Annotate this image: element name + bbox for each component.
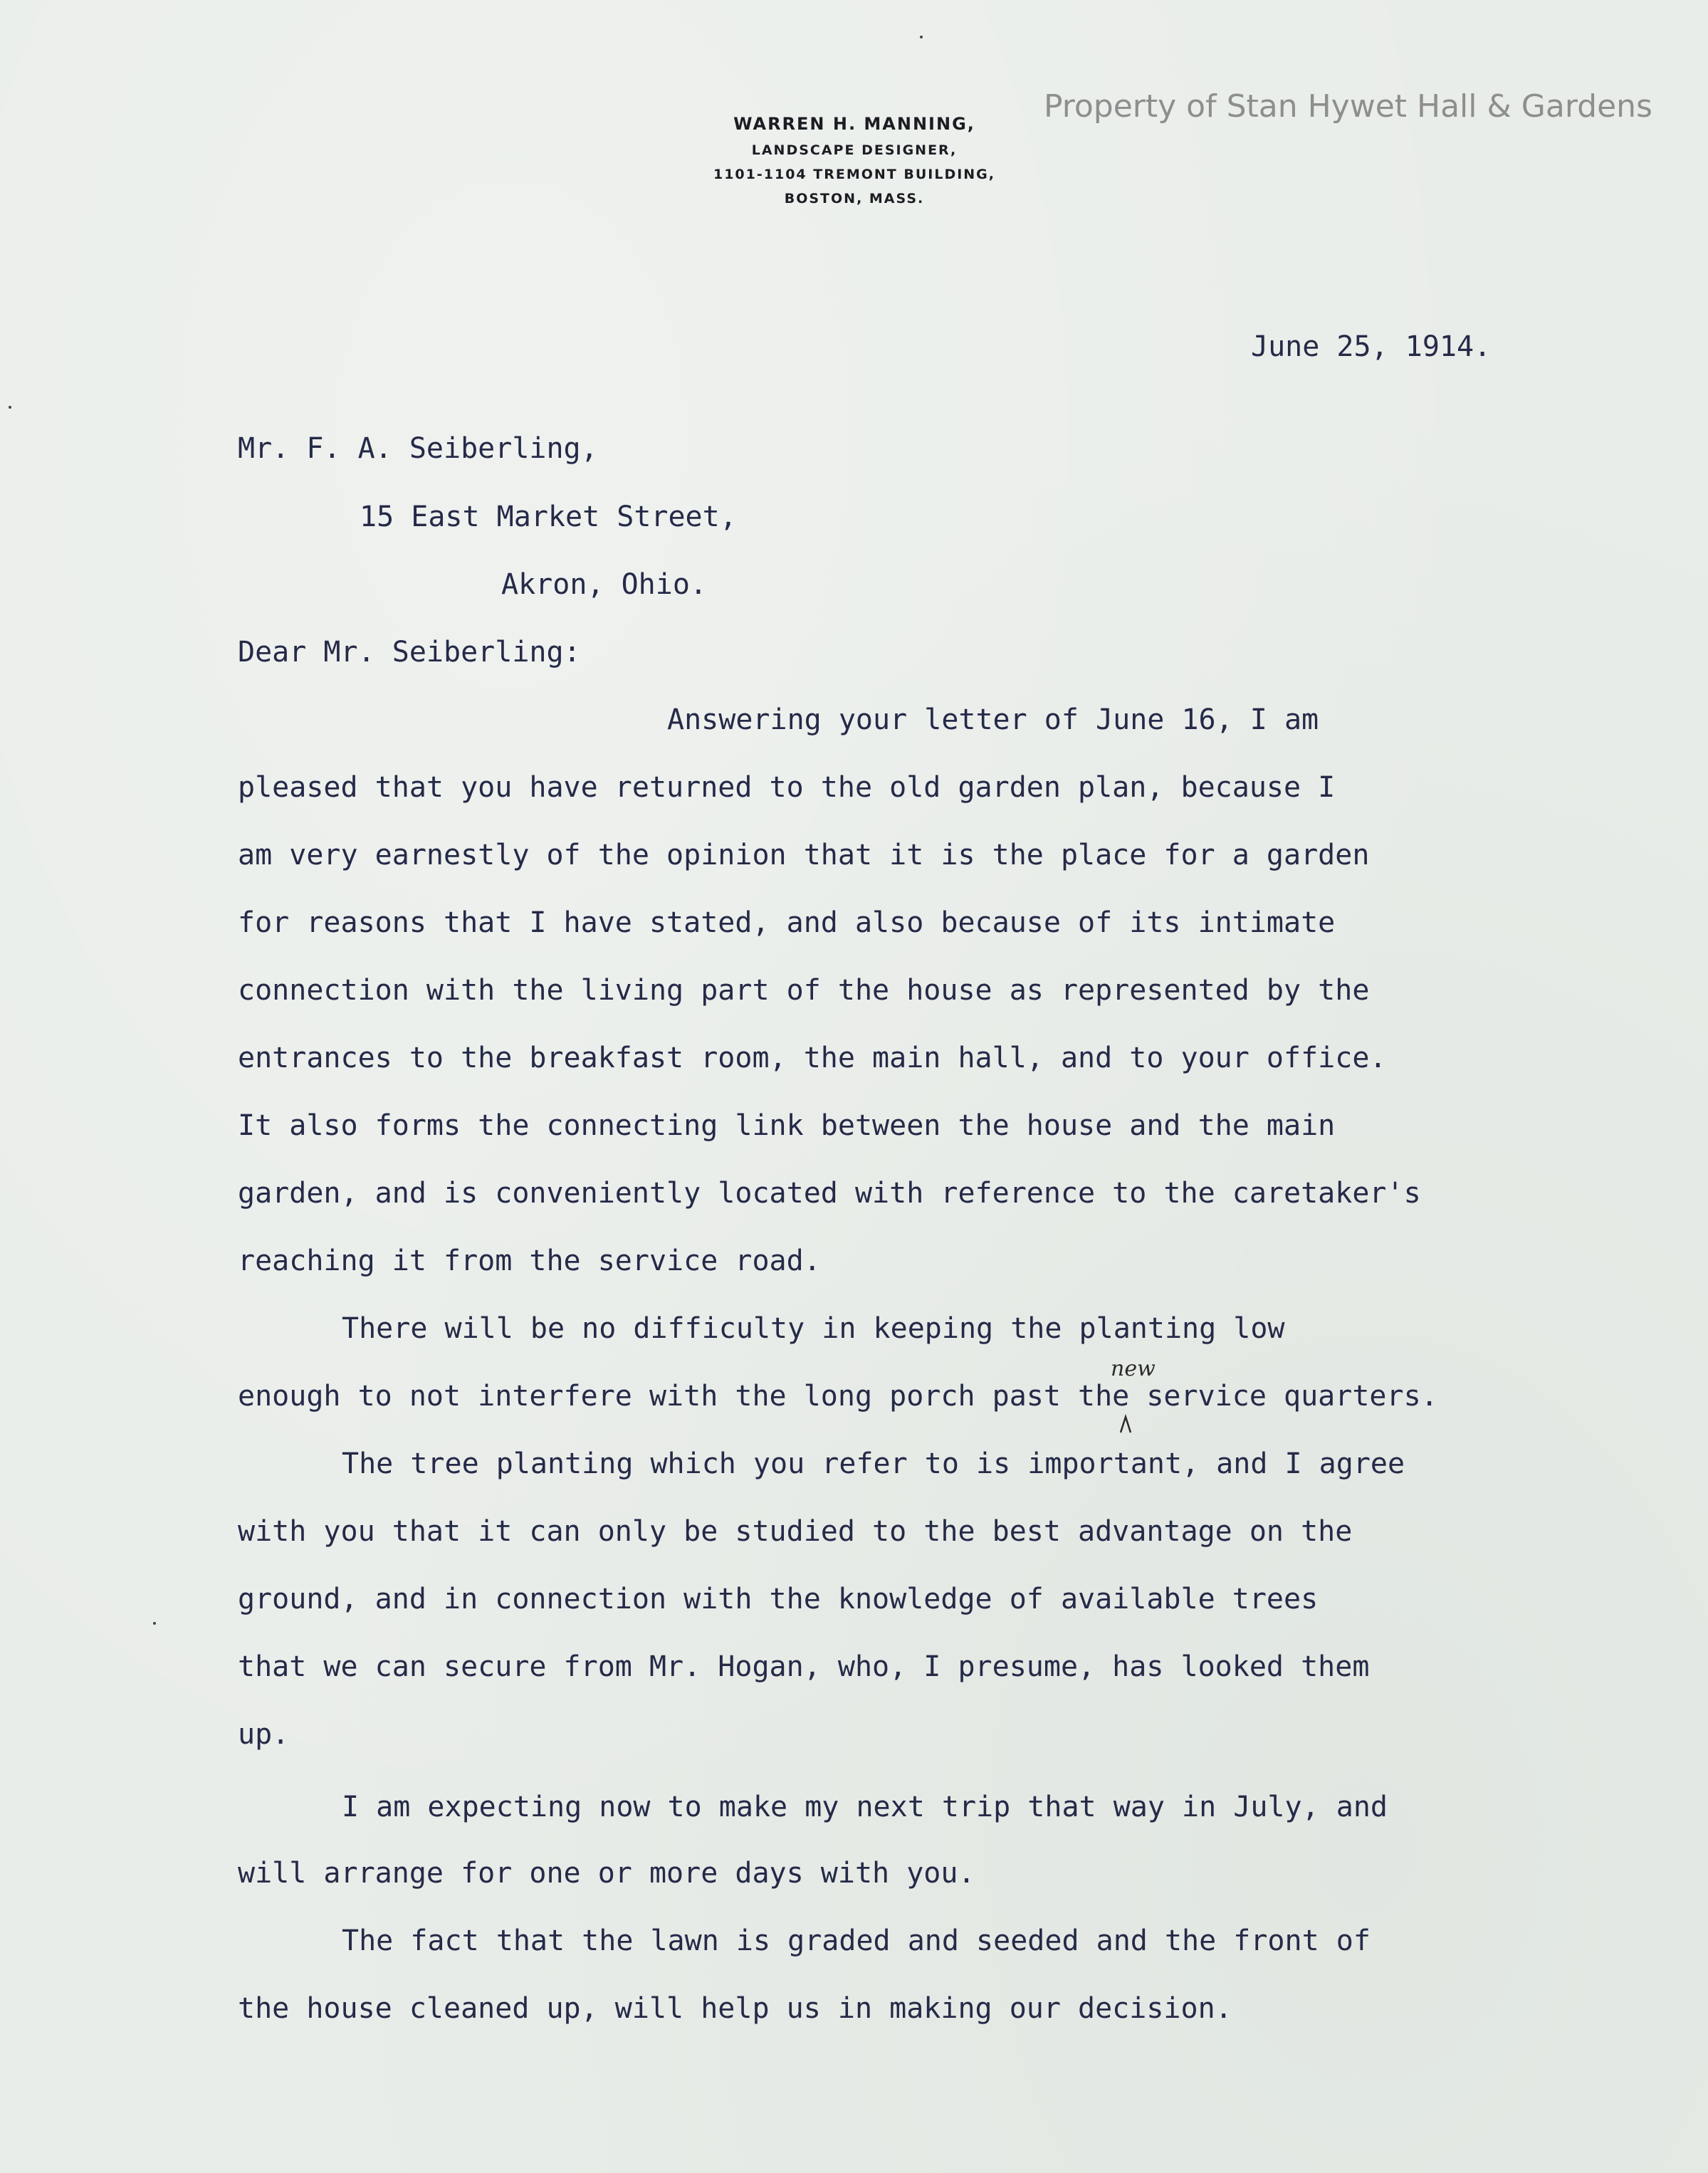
paper-speck bbox=[920, 36, 923, 38]
address-recipient: Mr. F. A. Seiberling, bbox=[238, 432, 598, 465]
body-line: pleased that you have returned to the old garden plan, because I bbox=[238, 771, 1336, 804]
watermark: Property of Stan Hywet Hall & Gardens bbox=[1044, 88, 1652, 125]
body-line: ground, and in connection with the knowledge of available trees bbox=[238, 1583, 1319, 1616]
body-line: reaching it from the service road. bbox=[238, 1245, 821, 1277]
body-line: will arrange for one or more days with you. bbox=[238, 1857, 975, 1890]
letterhead-name: WARREN H. MANNING, bbox=[733, 114, 975, 134]
body-line: garden, and is conveniently located with reference to the caretaker's bbox=[238, 1177, 1421, 1210]
body-line: with you that it can only be studied to the best advantage on the bbox=[238, 1515, 1353, 1548]
address-street: 15 East Market Street, bbox=[360, 501, 737, 533]
body-line: for reasons that I have stated, and also because of its intimate bbox=[238, 906, 1336, 939]
insertion-caret-mark bbox=[1119, 1414, 1132, 1434]
body-line: the house cleaned up, will help us in making our decision. bbox=[238, 1992, 1232, 2025]
letterhead-city: BOSTON, MASS. bbox=[784, 191, 925, 206]
body-line: It also forms the connecting link between the house and the main bbox=[238, 1109, 1336, 1142]
body-line: connection with the living part of the house as represented by the bbox=[238, 974, 1370, 1007]
body-line: entrances to the breakfast room, the main hall, and to your office. bbox=[238, 1042, 1387, 1074]
body-line: The fact that the lawn is graded and seeded and the front of bbox=[342, 1925, 1371, 1957]
body-line: There will be no difficulty in keeping the planting low bbox=[342, 1312, 1285, 1345]
body-line: enough to not interfere with the long porch past the service quarters. bbox=[238, 1380, 1438, 1413]
address-city: Akron, Ohio. bbox=[501, 568, 707, 601]
body-line: am very earnestly of the opinion that it is the place for a garden bbox=[238, 839, 1370, 871]
salutation: Dear Mr. Seiberling: bbox=[238, 636, 581, 669]
handwritten-insertion: new bbox=[1111, 1356, 1156, 1381]
body-line: I am expecting now to make my next trip that way in July, and bbox=[342, 1791, 1388, 1823]
body-line: Answering your letter of June 16, I am bbox=[667, 703, 1319, 736]
body-line: that we can secure from Mr. Hogan, who, I presume, has looked them bbox=[238, 1650, 1370, 1683]
paper-speck bbox=[153, 1622, 156, 1625]
letterhead-building: 1101-1104 TREMONT BUILDING, bbox=[713, 167, 995, 182]
letter-date: June 25, 1914. bbox=[1251, 330, 1492, 363]
body-line: up. bbox=[238, 1718, 290, 1751]
letterhead-title: LANDSCAPE DESIGNER, bbox=[751, 142, 958, 158]
letterhead bbox=[641, 114, 1068, 215]
body-line: The tree planting which you refer to is important, and I agree bbox=[342, 1447, 1405, 1480]
paper-speck bbox=[9, 406, 11, 409]
